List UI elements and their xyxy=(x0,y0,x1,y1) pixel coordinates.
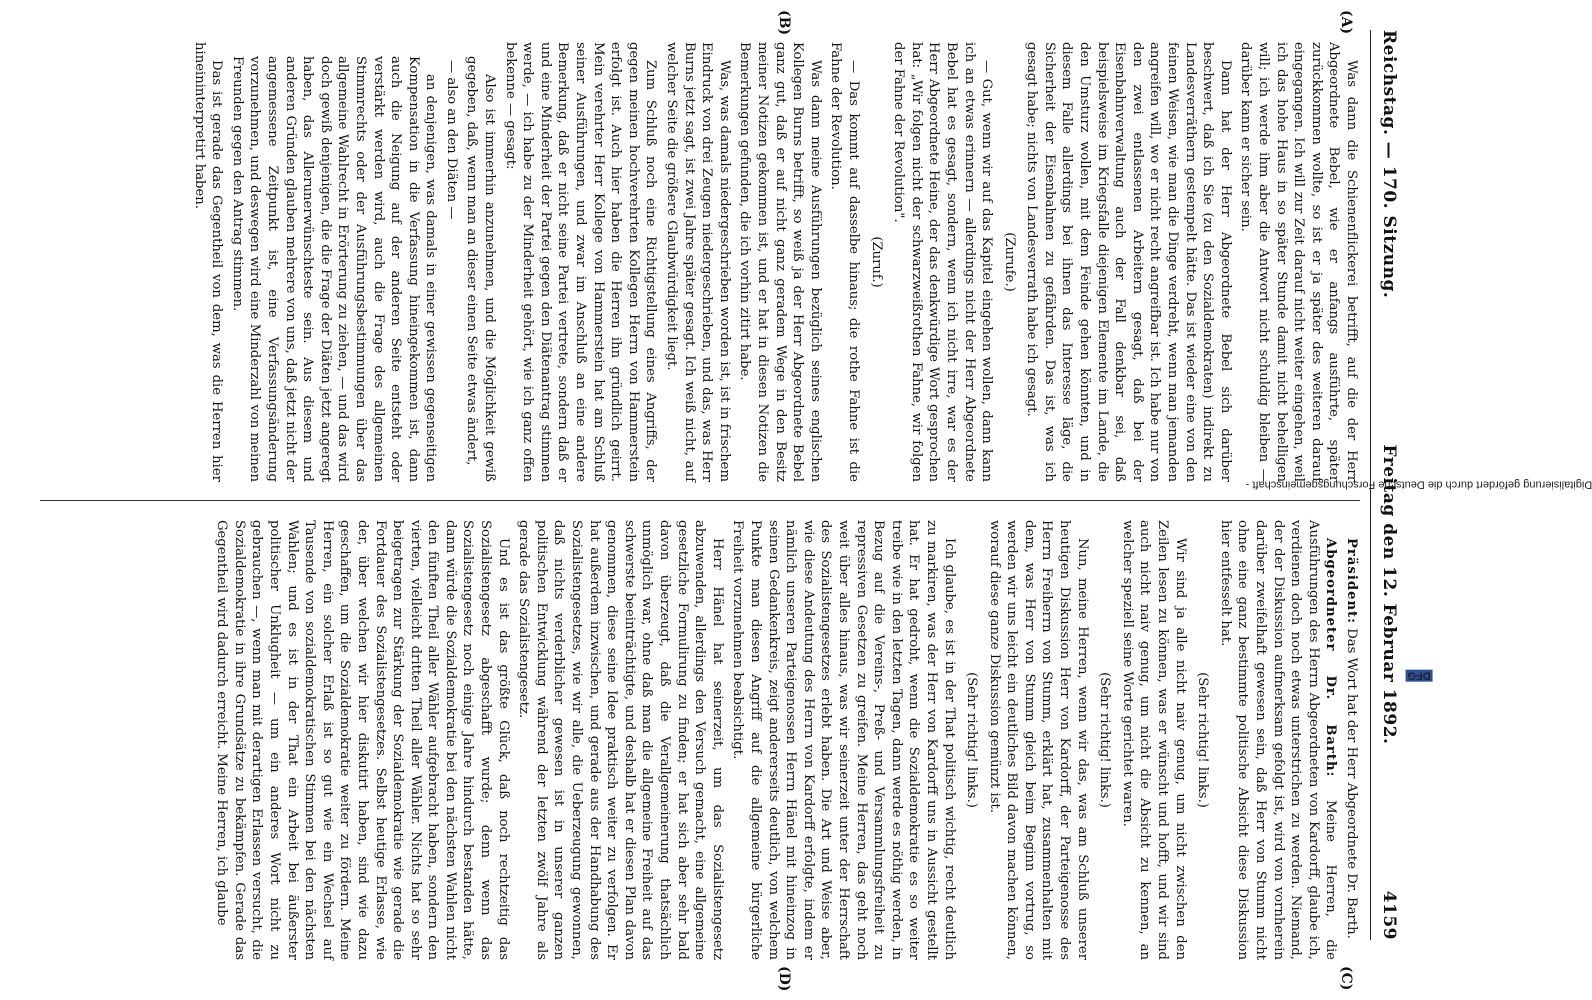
paragraph: Wir sind ja alle nicht naiv genug, um nicht zwischen den Zeilen lesen zu können, was er wünscht und hofft, und wir sind auch nicht naiv genug, um nicht die Absicht zu kennen, an welcher speziell seine Worte gerichtet waren. xyxy=(1119,520,1188,960)
paragraph: Herr Hänel hat seinerzeit, um das Sozialistengesetz abzuwenden, allerdings den Versuch gemacht, eine allgemeine gesetzliche Formulirung zu finden; er hat sich aber sehr bald davon überzeugt, daß die Verallgemeinerung thatsächlich unmöglich war, ohne daß man die allgemeine Freiheit auf das schwerste beeinträchtigte, und deshalb hat er diesen Plan davon genommen, diese seine Idee praktisch weiter zu verfolgen. Er hat außerdem inzwischen, und gerade aus der Handhabung des Sozialistengesetzes, wie wir alle, die Ueberzeugung gewonnen, daß nichts verderblicher gewesen ist in unserer ganzen politischen Entwicklung während der letzten zwölf Jahre als gerade das Sozialistengesetz. xyxy=(516,520,725,960)
interjection: (Sehr richtig! links.) xyxy=(964,672,980,808)
interjection: (Zuruf.) xyxy=(868,236,884,288)
speaker-label: Abgeordneter Dr. Barth: xyxy=(1323,538,1339,778)
paragraph: Was dann die Schienenflickerei betrifft, auf die der Herr Abgeordnete Bebel, wie er anfangs ausführte, später zurückkommen wollte, so ist er ja später des weiteren darauf eingegangen. Ich will zur Zeit darauf nicht weiter eingehen, weil ich das hohe Haus in so später Stunde damit nicht behelligen will; ich werde ihm aber die Antwort nicht schuldig bleiben — darüber kann er sicher sein. xyxy=(1238,42,1359,482)
interjection: (Sehr richtig! links.) xyxy=(1097,672,1113,808)
quotation: Also ist immerhin anzunehmen, und die Möglichkeit gewiß gegeben, daß, wenn man an dieser einen Seite etwas ändert, xyxy=(464,56,498,482)
dfg-logo: DFG xyxy=(1407,669,1431,682)
header-left: Reichstag. — 170. Sitzung. xyxy=(1379,30,1399,299)
paragraph: Das ist gerade das Gegentheil von dem, was die Herren hier hineininterpretirt haben. xyxy=(191,42,225,482)
credit-label: Digitalisierung gefördert durch die Deutsche Forschungsgemeinschaft - xyxy=(1245,478,1592,491)
speaker-paragraph xyxy=(1216,520,1339,960)
page-number: 4159 xyxy=(1379,890,1399,940)
margin-marker-a: (A) xyxy=(1338,10,1354,35)
paragraph: Und es ist das größte Glück, daß noch rechtzeitig das Sozialistengesetz abgeschafft wurde; denn wenn das Sozialistengesetz noch einige Jahre hindurch bestanden hätte, dann würde die Sozialdemokratie bei den nächsten Wahlen nicht den fünften Theil aller Wähler aufgebracht haben, sondern den vierten, vielleicht dritten Theil aller Wähler. Nichts hat so sehr beigetragen zur Stärkung der Sozialdemokratie wie gerade die Fortdauer des Sozialistengesetzes. Selbst heutige Erlasse, wie der, über welchen wir hier diskutirt haben, sind wie dazu geschaffen, um die Sozialdemokratie weiter zu fördern. Meine Herren, ein solcher Erlaß ist so gut wie ein Wechsel auf Tausende von sozialdemokratischen Stimmen bei den nächsten Wahlen; und es ist in der That ein Arbeit bei äußerster politischer Unklugheit — um ein anderes Wort nicht zu gebrauchen —, wenn man mit derartigen Erlassen versucht, die Sozialdemokratie in ihre Grundsätze zu bekämpfen. Gerade das Gegentheil wird dadurch erreicht. Meine Herren, ich glaube xyxy=(214,520,511,960)
president-paragraph xyxy=(1342,520,1360,960)
paragraph: Was dann meine Ausführungen bezüglich seines englischen Kollegen Burns betrifft, so weiß ja der Herr Abgeordnete Bebel ganz gut, daß er auf nicht ganz geradem Wege in den Besitz meiner Notizen gekommen ist, und er hat in diesen Notizen die Bemerkungen gefunden, die ich vorhin zitirt habe. xyxy=(737,42,823,482)
header-date: Freitag den 12. Februar 1892. xyxy=(1379,444,1399,745)
paragraph: — also an den Diäten — xyxy=(443,60,459,220)
paragraph: Nun, meine Herren, wenn wir das, was am Schluß unserer heutigen Diskussion Herr von Kardorff, der Parteigenosse des Herrn Freiherrn von Stumm, erklärt hat, zusammenhalten mit dem, was Herr von Stumm gleich beim Beginn vortrug, so werden wir uns leicht ein deutliches Bild davon machen können, worauf diese ganze Diskussion gemünzt ist. xyxy=(986,520,1090,960)
paragraph: — Gut, wenn wir auf das Kapitel eingehen wollen, dann kann ich an etwas erinnern — allerdings nicht der Herr Abgeordnete Bebel hat es gesagt, sondern, wenn ich nicht irre, war es der Herr Abgeordnete Heine, der das denkwürdige Wort gesprochen hat: „Wir folgen nicht der schwarzweißrothen Fahne, wir folgen der Fahne der Revolution". xyxy=(891,42,995,482)
interjection: (Sehr richtig! links.) xyxy=(1195,672,1211,808)
speaker-text: Das Wort hat der Herr Abgeordnete Dr. Barth. xyxy=(1344,628,1359,939)
speaker-text: Meine Herren, die Ausführungen des Herrn Abgeordneten von Kardorff, glaube ich, verdienen doch noch etwas unterstrichen zu werden. Niemand, der der Diskussion aufmerksam gefolgt ist, wird von vornherein darüber zweifelhaft gewesen sein, daß Herr von Stumm nicht ohne eine ganz bestimmte politische Absicht diese Diskussion hier entfesselt hat. xyxy=(1217,520,1339,960)
left-column xyxy=(187,42,1360,482)
paragraph: Was, was damals niedergeschrieben worden ist, ist in frischem Eindruck von drei Zeugen niedergeschrieben, und das, was Herr Burns jetzt sagt, ist zwei Jahre später gesagt. Ich weiß nicht, auf welcher Seite die größere Glaubwürdigkeit liegt. xyxy=(664,42,732,482)
margin-marker-d: (D) xyxy=(776,966,792,992)
paragraph: Ich glaube, es ist in der That politisch wichtig, recht deutlich zu markiren, was der Herr von Kardorff uns in Aussicht gestellt hat. Er hat gedroht, wenn die Sozialdemokratie es so weiter treibe wie in den letzten Tagen, dann werde es nöthig werden, in Bezug auf die Vereins-, Preß- und Versammlungsfreiheit zu repressiven Gesetzen zu greifen. Meine Herren, das geht noch weit über alles hinaus, was wir seinerzeit unter der Herrschaft des Sozialistengesetzes erlebt haben. Die Art und Weise aber, wie diese Andeutung des Herrn von Kardorff erfolgte, indem er nämlich unseren Parteigenossen Herrn Hänel mit hineinzog in seinen Gedankenkreis, zeigt andererseits deutlich, von welchem Punkte man diesen Angriff auf die allgemeine bürgerliche Freiheit vorzunehmen beabsichtigt. xyxy=(730,520,957,960)
paragraph: Dann hat der Herr Abgeordnete Bebel sich darüber beschwert, daß ich Sie (zu den Sozialdemokraten) indirekt zu Landesverräthern gestempelt hätte. Das ist wieder eine von den feinen Weisen, wie man die Dinge verdreht, wenn man jemanden angreifen will, wo er nicht recht angreifbar ist. Ich habe nur von den zwei entlassenen Arbeitern gesagt, daß bei der Eisenbahnverwaltung auch der Fall denkbar sei, daß beispielsweise im Kriegsfalle diejenigen Elemente im Lande, die den Umsturz wollen, mit dem Feinde gehen könnten, und in diesem Falle allerdings bei ihnen das Interesse läge, die Sicherheit der Eisenbahnen zu gefährden. Das ist, was ich gesagt habe; nichts von Landesverrath habe ich gesagt. xyxy=(1024,42,1233,482)
quotation: an denjenigen, was damals in einer gewissen gegenseitigen Kompensation in die Verfassung hineingekommen ist, dann auch die Neigung auf der anderen Seite entsteht oder verstärkt werden wird, auch die Frage des allgemeinen Stimmrechts oder der Ausführungsbestimmungen über das allgemeine Wahlrecht in Erörterung zu ziehen, — und das wird doch gewiß denjenigen, die die Frage der Diäten jetzt angeregt haben, das Allerunerwünschteste sein. Aus diesem und anderen Gründen glauben mehrere von uns, daß jetzt nicht der angemessene Zeitpunkt ist, eine Verfassungsänderung vorzunehmen, und deswegen wird eine Minderzahl von meinen Freunden gegen den Antrag stimmen. xyxy=(229,56,439,483)
column-divider xyxy=(40,500,1360,501)
right-column xyxy=(210,520,1360,960)
margin-marker-c: (C) xyxy=(1338,966,1354,991)
paragraph: Zum Schluß noch eine Richtigstellung eines Angriffs, der gegen meinen hochverehrten Kollegen Herrn von Hammerstein erfolgt ist. Auch hier haben die Herren ihn gründlich geirrt. Mein verehrter Herr Kollege von Hammerstein hat am Schluß seiner Ausführungen, und zwar im Anschluß an eine andere Bemerkung, daß er nicht seine Partei vertrete, sondern daß er und eine Minderheit der Partei gegen den Diätenantrag stimmen werde, — ich habe zu der Minderheit gehört, wie ich ganz offen bekenne — gesagt: xyxy=(502,42,659,482)
paragraph: — Das kommt auf dasselbe hinaus; die rothe Fahne ist die Fahne der Revolution. xyxy=(828,42,861,482)
speaker-label: Präsident: xyxy=(1344,538,1359,625)
interjection: (Zurufe.) xyxy=(1001,232,1017,292)
margin-marker-b: (B) xyxy=(776,10,792,36)
